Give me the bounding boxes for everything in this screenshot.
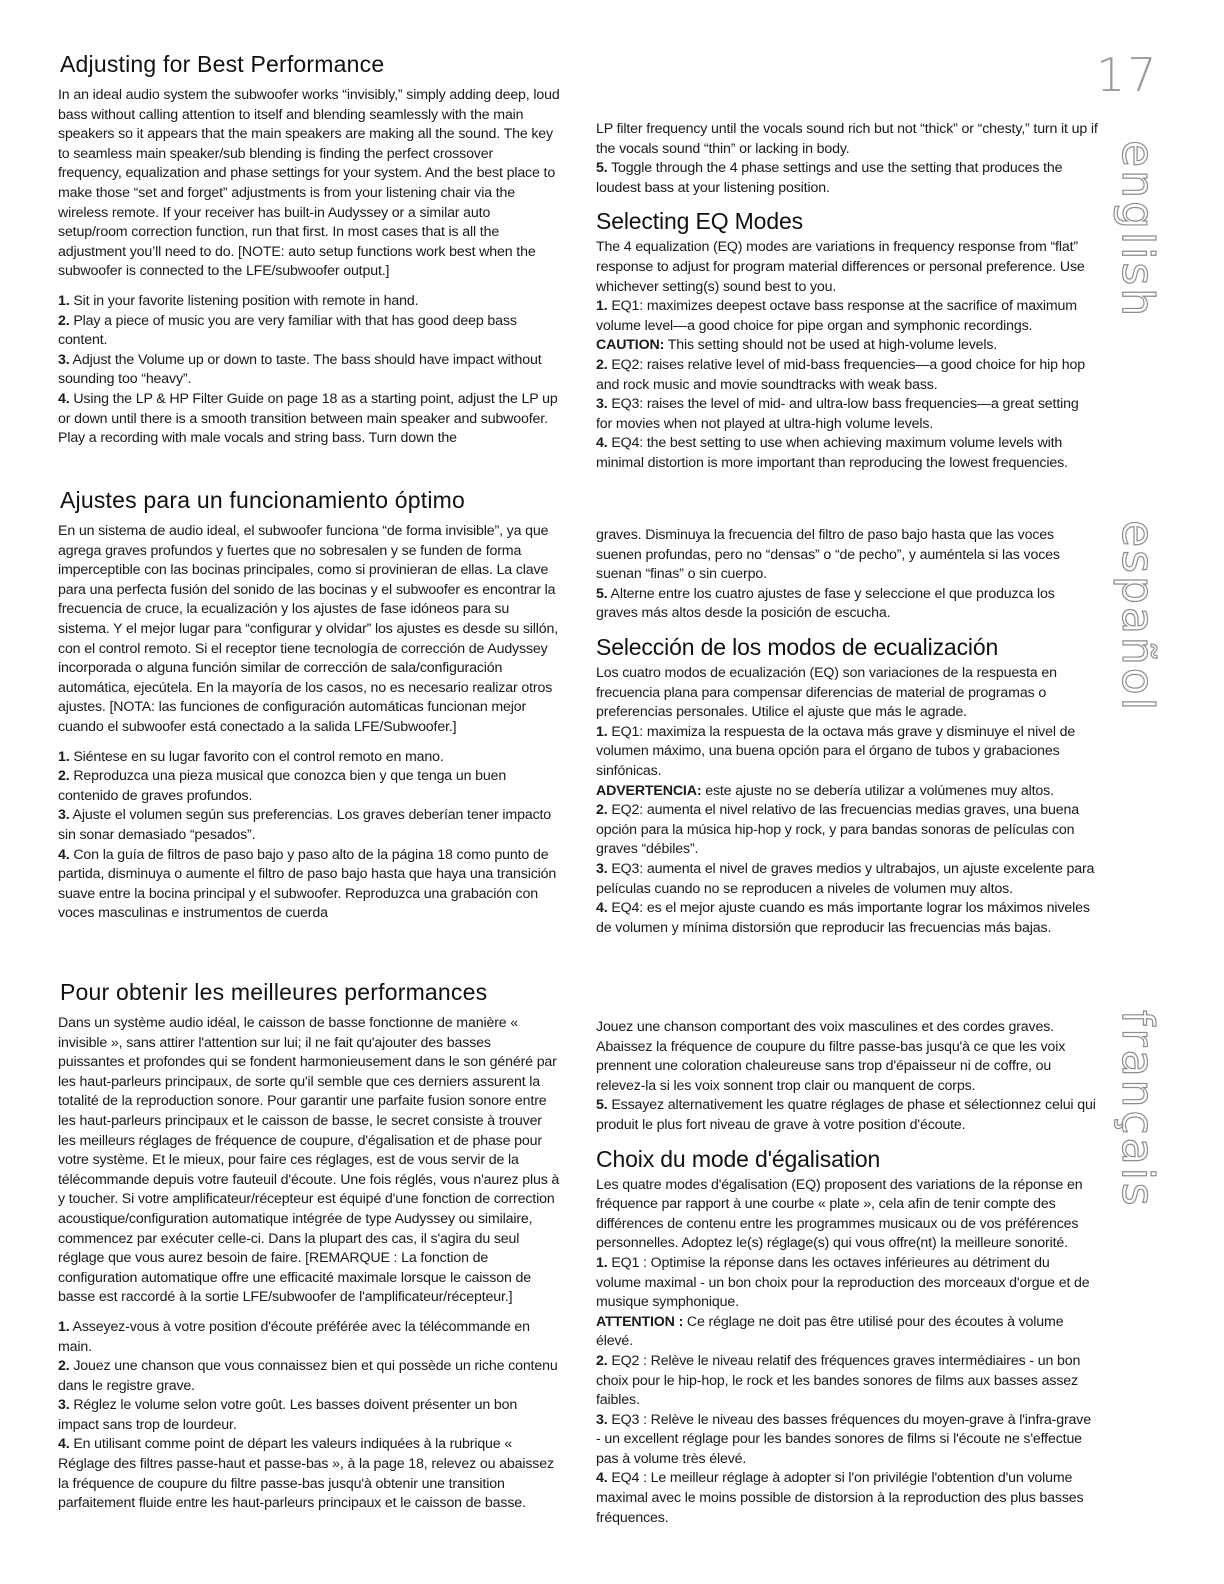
step-item: 4. Using the LP & HP Filter Guide on page 18 as a starting point, adjust the LP up or down until there is a smooth transition between main speaker and subwoofer. Play a recording with male vocals and string bass. Turn down the — [58, 390, 558, 447]
subsection-title: Choix du mode d'égalisation — [596, 1145, 881, 1172]
eq-item: 2. EQ2 : Relève le niveau relatif des fréquences graves intermédiaires - un bon choix pour le hip-hop, le rock et les bandes sonores de films aux basses assez faibles. — [596, 1352, 1081, 1409]
section-french — [58, 978, 1098, 1528]
intro-paragraph: In an ideal audio system the subwoofer works “invisibly,” simply adding deep, loud bass without calling attention to itself and blending seamlessly with the main speakers so it appears that the main speakers are making all the sound. The key to seamless main speaker/sub blending is finding the perfect crossover frequency, equalization and phase settings for your system. And the best place to make those “set and forget” adjustments is from your listening chair via the wireless remote. If your receiver has built-in Audyssey or a similar auto setup/room correction function, run that first. In most cases that is all the adjustment you’ll need to do. [NOTE: auto setup functions work best when the subwoofer is connected to the LFE/subwoofer output.] — [58, 87, 560, 280]
caution-item: CAUTION: This setting should not be used at high-volume levels. — [596, 337, 998, 354]
subsection-title: Selección de los modos de ecualización — [596, 633, 999, 660]
step-item: 1. Siéntese en su lugar favorito con el control remoto en mano. — [58, 748, 444, 765]
eq-item: 4. EQ4: the best setting to use when achieving maximum volume levels with minimal distortion is more important than reproducing the lowest frequencies. — [596, 435, 1068, 471]
right-column — [596, 1014, 1098, 1528]
intro-paragraph: Dans un système audio idéal, le caisson de basse fonctionne de manière « invisible », sans attirer l'attention sur lui; il ne fait qu'ajouter des basses puissantes et profondes qui se fondent harmonieusement dans le son généré par les haut-parleurs principaux, de sorte qu'il semble que ces derniers assurent la totalité de la reproduction sonore. Pour garantir une parfaite fusion sonore entre les haut-parleurs principaux et le caisson de basse, le secret consiste à trouver les meilleurs réglages de fréquence de coupure, d'égalisation et de phase pour votre système. Et le mieux, pour faire ces réglages, est de vous servir de la télécommande depuis votre fauteuil d'écoute. Une fois réglés, vous n'aurez plus à y toucher. Si votre amplificateur/récepteur est équipé d'une fonction de correction acoustique/configuration automatique intégrée de type Audyssey ou similaire, commencez par exécuter celle-ci. Dans la plupart des cas, il s'agira du seul réglage que vous aurez besoin de faire. [REMARQUE : La fonction de configuration automatique offre une efficacité maximale lorsque le caisson de basse est raccordé à la sortie LFE/subwoofer de l'amplificateur/récepteur.] — [58, 1015, 560, 1306]
step-item: 1. Sit in your favorite listening position with remote in hand. — [58, 292, 419, 309]
right-column — [596, 522, 1098, 938]
step-item: 3. Adjust the Volume up or down to taste. The bass should have impact without sounding too “heavy”. — [58, 351, 542, 388]
left-column — [58, 522, 560, 938]
subsection-title: Selecting EQ Modes — [596, 208, 803, 235]
caution-item: ATTENTION : Ce réglage ne doit pas être utilisé pour des écoutes à volume élevé. — [596, 1313, 1064, 1350]
continued-paragraph: LP filter frequency until the vocals sound rich but not “thick” or “chesty,” turn it up if the vocals sound “thin” or lacking in body. — [596, 121, 1098, 157]
left-column — [58, 86, 560, 474]
side-label-english: english — [1112, 140, 1163, 320]
eq-intro: Les quatre modes d'égalisation (EQ) proposent des variations de la réponse en fréquence par rapport à une courbe « plate », cela afin de tenir compte des différences de contenu entre les programmes musicaux ou de vos préférences personnelles. Adoptez le(s) réglage(s) qui vous offre(nt) la meilleure sonorité. — [596, 1176, 1083, 1252]
step-item: 2. Reproduzca una pieza musical que conozca bien y que tenga un buen contenido de graves profundos. — [58, 768, 507, 804]
section-spanish — [58, 486, 1098, 938]
intro-paragraph: En un sistema de audio ideal, el subwoofer funciona “de forma invisible”, ya que agrega graves profundos y fuertes que no sobresalen y se funden de forma imperceptible con las bocinas principales, como si provinieran de ellas. La clave para una perfecta fusión del sonido de las bocinas y el subwoofer es encontrar la frecuencia de cruce, la ecualización y los ajustes de fase idóneos para su sistema. Y el mejor lugar para “configurar y olvidar” los ajustes es desde su sillón, con el control remoto. Si el receptor tiene tecnología de corrección de Audyssey incorporada o alguna función similar de corrección de sala/configuración automática, ejecútela. En la mayoría de los casos, no es necesario realizar otros ajustes. [NOTA: las funciones de configuración automáticas funcionan mejor cuando el subwoofer está conectado a la salida LFE/Subwoofer.] — [58, 523, 559, 735]
eq-intro: Los cuatro modos de ecualización (EQ) son variaciones de la respuesta en frecuencia plana para compensar diferencias de material de programas o preferencias personales. Utilice el ajuste que más le agrade. — [596, 664, 1057, 721]
eq-item: 1. EQ1: maximiza la respuesta de la octava más grave y disminuye el nivel de volumen máximo, una buena opción para el órgano de tubos y grabaciones sinfónicas. — [596, 723, 1076, 779]
step-item: 4. En utilisant comme point de départ les valeurs indiquées à la rubrique « Réglage des filtres passe-haut et passe-bas », à la page 18, relevez ou abaissez la fréquence de coupure du filtre passe-bas jusqu'à obtenir une transition parfaitement fluide entre les haut-parleurs principaux et le caisson de basse. — [58, 1436, 554, 1512]
step-item: 4. Con la guía de filtros de paso bajo y paso alto de la página 18 como punto de partida, disminuya o aumente el filtro de paso bajo hasta que haya una transición suave entre la bocina principal y el subwoofer. Reproduzca una grabación con voces masculinas e instrumentos de cuerda — [58, 846, 557, 922]
eq-intro: The 4 equalization (EQ) modes are variations in frequency response from “flat” response to adjust for program material differences or personal preference. Use whichever setting(s) sound best to you. — [596, 239, 1085, 295]
step-item: 2. Jouez une chanson que vous connaissez bien et qui possède un riche contenu dans le registre grave. — [58, 1358, 558, 1394]
right-column — [596, 86, 1098, 474]
eq-item: 1. EQ1: maximizes deepest octave bass response at the sacrifice of maximum volume level—a good choice for pipe organ and symphonic recordings. — [596, 298, 1077, 334]
step-item: 5. Toggle through the 4 phase settings and use the setting that produces the loudest bass at your listening position. — [596, 160, 1063, 196]
section-english — [58, 50, 1098, 474]
eq-item: 4. EQ4 : Le meilleur réglage à adopter si l'on privilégie l'obtention d'un volume maximal avec le moins possible de distorsion à la reproduction des plus basses fréquences. — [596, 1470, 1084, 1526]
step-item: 3. Réglez le volume selon votre goût. Les basses doivent présenter un bon impact sans trop de lourdeur. — [58, 1397, 518, 1433]
section-title: Adjusting for Best Performance — [60, 51, 385, 77]
continued-paragraph: graves. Disminuya la frecuencia del filtro de paso bajo hasta que las voces suenen profundas, pero no “densas” o “de pecho”, y auméntela si las voces suenan “finas” o sin cuerpo. — [596, 527, 1060, 583]
left-column — [58, 1014, 560, 1528]
step-item: 5. Alterne entre los cuatro ajustes de fase y seleccione el que produzca los graves más altos desde la posición de escucha. — [596, 585, 1055, 622]
eq-item: 3. EQ3: aumenta el nivel de graves medios y ultrabajos, un ajuste excelente para películas cuando no se reproducen a niveles de volumen muy altos. — [596, 860, 1095, 897]
step-item: 5. Essayez alternativement les quatre réglages de phase et sélectionnez celui qui produit le plus fort niveau de grave à votre position d'écoute. — [596, 1097, 1096, 1133]
step-item: 1. Asseyez-vous à votre position d'écoute préférée avec la télécommande en main. — [58, 1318, 530, 1355]
side-label-francais: français — [1112, 1010, 1163, 1209]
step-item: 2. Play a piece of music you are very familiar with that has good deep bass content. — [58, 312, 517, 349]
continued-paragraph: Jouez une chanson comportant des voix masculines et des cordes graves. Abaissez la fréquence de coupure du filtre passe-bas jusqu'à ce que les voix prennent une coloration chaleureuse sans trop d'épaisseur ni de coffre, ou relevez-la si les voix sonnent trop clair ou manquent de corps. — [596, 1019, 1066, 1094]
eq-item: 3. EQ3: raises the level of mid- and ultra-low bass frequencies—a great setting for movies when not played at ultra-high volume levels. — [596, 396, 1079, 432]
section-title: Ajustes para un funcionamiento óptimo — [60, 487, 466, 513]
page-number: 17 — [1096, 48, 1159, 102]
eq-item: 2. EQ2: raises relative level of mid-bass frequencies—a good choice for hip hop and rock music and movie soundtracks with weak bass. — [596, 356, 1085, 393]
eq-item: 2. EQ2: aumenta el nivel relativo de las frecuencias medias graves, una buena opción para la música hip-hop y rock, y para bandas sonoras de películas con graves “débiles”. — [596, 802, 1079, 858]
eq-item: 3. EQ3 : Relève le niveau des basses fréquences du moyen-grave à l'infra-grave - un excellent réglage pour les bandes sonores de films si l'écoute ne s'effectue pas à volume très élevé. — [596, 1411, 1091, 1467]
eq-item: 4. EQ4: es el mejor ajuste cuando es más importante lograr los máximos niveles de volumen y mínima distorsión que reproducir las frecuencias más bajas. — [596, 900, 1090, 936]
side-label-espanol: español — [1112, 520, 1163, 713]
caution-item: ADVERTENCIA: este ajuste no se debería utilizar a volúmenes muy altos. — [596, 782, 1054, 799]
step-item: 3. Ajuste el volumen según sus preferencias. Los graves deberían tener impacto sin sonar demasiado “pesados”. — [58, 807, 552, 843]
eq-item: 1. EQ1 : Optimise la réponse dans les octaves inférieures au détriment du volume maximal - un bon choix pour la reproduction des morceaux d'orgue et de musique symphonique. — [596, 1254, 1090, 1311]
section-title: Pour obtenir les meilleures performances — [60, 979, 488, 1005]
